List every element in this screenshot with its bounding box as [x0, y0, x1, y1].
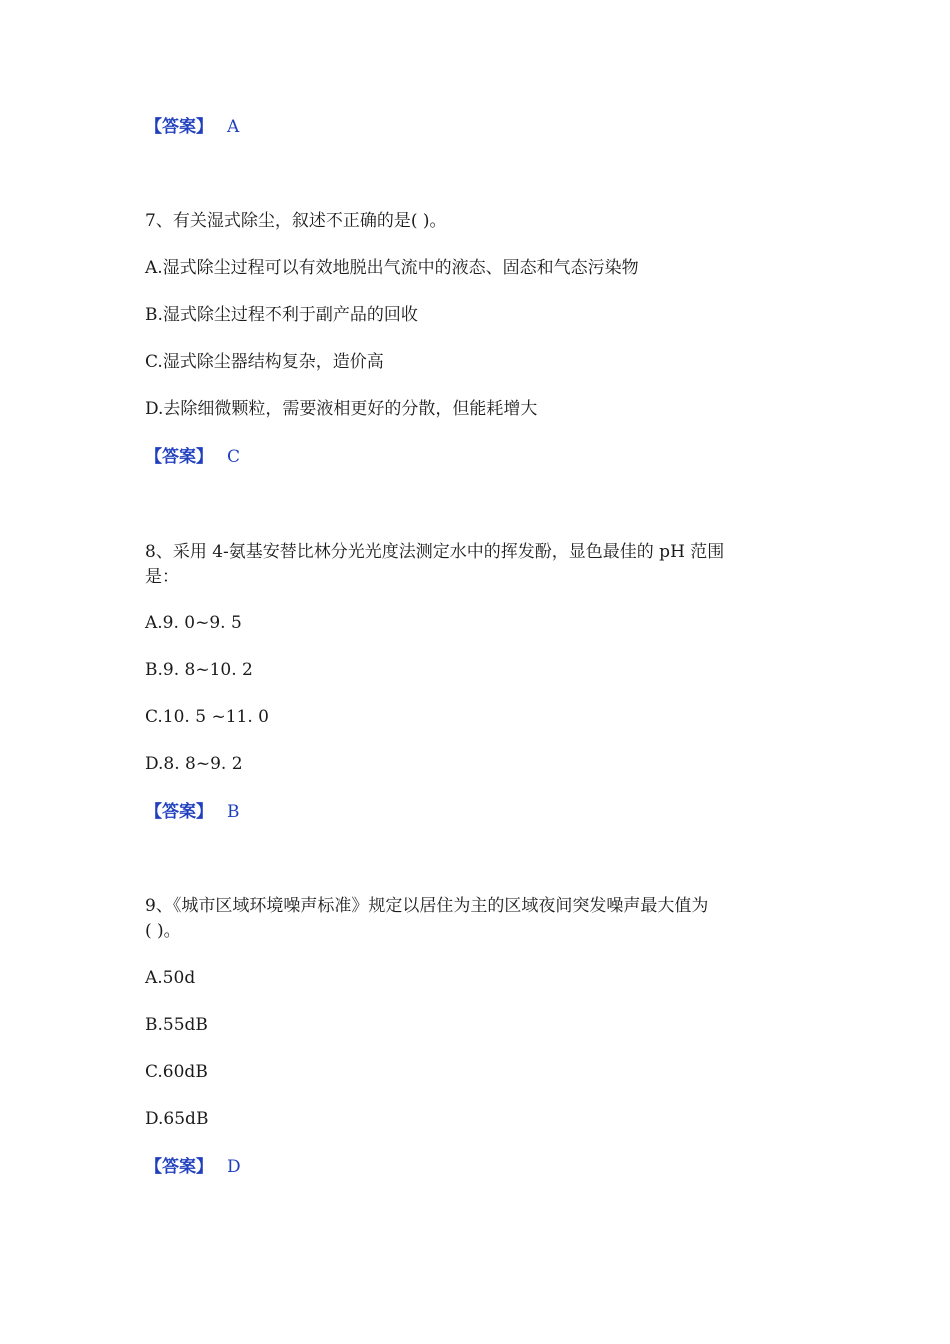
answer-value: B	[227, 802, 240, 822]
question-8-option-c: C.10. 5 ~11. 0	[145, 707, 269, 727]
question-8-text-line1: 8、采用 4-氨基安替比林分光光度法测定水中的挥发酚，显色最佳的 pH 范围	[145, 542, 725, 562]
question-8-option-b: B.9. 8~10. 2	[145, 660, 253, 680]
answer-line-6	[145, 116, 239, 138]
answer-value: A	[227, 117, 240, 137]
question-7-option-a: A.湿式除尘过程可以有效地脱出气流中的液态、固态和气态污染物	[145, 258, 639, 278]
answer-label: 【答案】	[145, 117, 213, 137]
answer-label: 【答案】	[145, 447, 213, 467]
question-8-text-line2: 是：	[145, 567, 179, 587]
answer-line-8	[145, 801, 240, 823]
question-7-text: 7、有关湿式除尘，叙述不正确的是( )。	[145, 211, 447, 231]
question-9-option-a: A.50d	[145, 968, 196, 988]
question-7-option-d: D.去除细微颗粒，需要液相更好的分散，但能耗增大	[145, 399, 538, 419]
question-8-option-d: D.8. 8~9. 2	[145, 754, 243, 774]
question-9-text-line2: ( )。	[145, 921, 181, 941]
answer-label: 【答案】	[145, 802, 213, 822]
question-8-option-a: A.9. 0~9. 5	[145, 613, 242, 633]
question-9-option-d: D.65dB	[145, 1109, 209, 1129]
question-9-option-b: B.55dB	[145, 1015, 208, 1035]
question-9-text-line1: 9、《城市区域环境噪声标准》规定以居住为主的区域夜间突发噪声最大值为	[145, 896, 709, 916]
answer-line-9	[145, 1156, 241, 1178]
answer-label: 【答案】	[145, 1157, 213, 1177]
answer-line-7	[145, 446, 240, 468]
answer-value: C	[227, 447, 241, 467]
question-7-option-b: B.湿式除尘过程不利于副产品的回收	[145, 305, 418, 325]
question-9-option-c: C.60dB	[145, 1062, 208, 1082]
answer-value: D	[227, 1157, 241, 1177]
question-7-option-c: C.湿式除尘器结构复杂，造价高	[145, 352, 384, 372]
